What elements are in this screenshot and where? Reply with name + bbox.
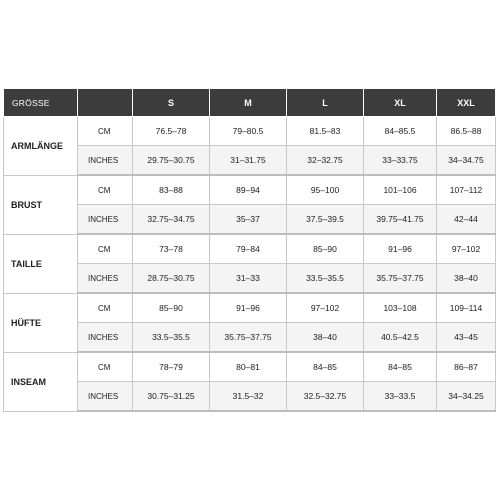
value-cell-armlaenge-inches-l: 32–32.75 (287, 146, 364, 176)
value-cell-armlaenge-inches-xl: 33–33.75 (364, 146, 437, 176)
size-header-label: GRÖSSE (4, 89, 78, 117)
table-row-huefte-cm (4, 293, 496, 323)
value-cell-inseam-inches-xl: 33–33.5 (364, 382, 437, 412)
value-cell-brust-inches-s: 32.75–34.75 (133, 205, 210, 235)
value-cell-inseam-cm-s: 78–79 (133, 352, 210, 382)
unit-header-cell (78, 89, 133, 117)
unit-label-cm: CM (78, 293, 133, 323)
value-cell-taille-inches-xl: 35.75–37.75 (364, 264, 437, 294)
value-cell-inseam-inches-s: 30.75–31.25 (133, 382, 210, 412)
table-row-taille-cm (4, 234, 496, 264)
value-cell-brust-cm-s: 83–88 (133, 175, 210, 205)
unit-label-inches: INCHES (78, 146, 133, 176)
value-cell-taille-inches-xxl: 38–40 (437, 264, 496, 294)
value-cell-huefte-cm-s: 85–90 (133, 293, 210, 323)
size-header-m: M (210, 89, 287, 117)
value-cell-brust-inches-xl: 39.75–41.75 (364, 205, 437, 235)
value-cell-armlaenge-cm-s: 76.5–78 (133, 117, 210, 146)
value-cell-taille-cm-xxl: 97–102 (437, 234, 496, 264)
value-cell-brust-inches-xxl: 42–44 (437, 205, 496, 235)
value-cell-armlaenge-cm-xxl: 86.5–88 (437, 117, 496, 146)
table-row-huefte-inches (4, 323, 496, 353)
value-cell-taille-inches-l: 33.5–35.5 (287, 264, 364, 294)
value-cell-taille-cm-l: 85–90 (287, 234, 364, 264)
value-cell-taille-inches-m: 31–33 (210, 264, 287, 294)
value-cell-huefte-cm-xxl: 109–114 (437, 293, 496, 323)
size-header-xxl: XXL (437, 89, 496, 117)
unit-label-inches: INCHES (78, 264, 133, 294)
value-cell-brust-cm-xxl: 107–112 (437, 175, 496, 205)
measure-label-brust: BRUST (4, 175, 78, 234)
unit-label-cm: CM (78, 117, 133, 146)
value-cell-inseam-inches-xxl: 34–34.25 (437, 382, 496, 412)
unit-label-inches: INCHES (78, 323, 133, 353)
size-header-s: S (133, 89, 210, 117)
header-row (4, 89, 496, 117)
size-table-body (4, 117, 496, 412)
table-row-inseam-cm (4, 352, 496, 382)
value-cell-armlaenge-inches-xxl: 34–34.75 (437, 146, 496, 176)
table-row-taille-inches (4, 264, 496, 294)
value-cell-armlaenge-cm-l: 81.5–83 (287, 117, 364, 146)
value-cell-inseam-inches-l: 32.5–32.75 (287, 382, 364, 412)
value-cell-huefte-inches-xxl: 43–45 (437, 323, 496, 353)
measure-label-huefte: HÜFTE (4, 293, 78, 352)
value-cell-brust-cm-xl: 101–106 (364, 175, 437, 205)
value-cell-inseam-cm-m: 80–81 (210, 352, 287, 382)
size-header-xl: XL (364, 89, 437, 117)
value-cell-inseam-cm-xxl: 86–87 (437, 352, 496, 382)
value-cell-huefte-cm-xl: 103–108 (364, 293, 437, 323)
table-row-inseam-inches (4, 382, 496, 412)
unit-label-cm: CM (78, 352, 133, 382)
value-cell-brust-cm-l: 95–100 (287, 175, 364, 205)
value-cell-huefte-inches-xl: 40.5–42.5 (364, 323, 437, 353)
value-cell-huefte-inches-l: 38–40 (287, 323, 364, 353)
value-cell-huefte-cm-l: 97–102 (287, 293, 364, 323)
table-row-brust-inches (4, 205, 496, 235)
unit-label-cm: CM (78, 234, 133, 264)
value-cell-brust-inches-m: 35–37 (210, 205, 287, 235)
value-cell-brust-cm-m: 89–94 (210, 175, 287, 205)
unit-label-cm: CM (78, 175, 133, 205)
table-row-armlaenge-cm (4, 117, 496, 146)
measure-label-taille: TAILLE (4, 234, 78, 293)
size-header-l: L (287, 89, 364, 117)
value-cell-huefte-inches-s: 33.5–35.5 (133, 323, 210, 353)
table-row-armlaenge-inches (4, 146, 496, 176)
value-cell-taille-cm-m: 79–84 (210, 234, 287, 264)
value-cell-taille-inches-s: 28.75–30.75 (133, 264, 210, 294)
value-cell-armlaenge-cm-m: 79–80.5 (210, 117, 287, 146)
measure-label-armlaenge: ARMLÄNGE (4, 117, 78, 176)
value-cell-huefte-cm-m: 91–96 (210, 293, 287, 323)
value-cell-taille-cm-s: 73–78 (133, 234, 210, 264)
value-cell-brust-inches-l: 37.5–39.5 (287, 205, 364, 235)
table-row-brust-cm (4, 175, 496, 205)
unit-label-inches: INCHES (78, 382, 133, 412)
value-cell-inseam-cm-l: 84–85 (287, 352, 364, 382)
value-cell-huefte-inches-m: 35.75–37.75 (210, 323, 287, 353)
value-cell-armlaenge-cm-xl: 84–85.5 (364, 117, 437, 146)
size-chart-table (3, 88, 496, 412)
unit-label-inches: INCHES (78, 205, 133, 235)
value-cell-armlaenge-inches-m: 31–31.75 (210, 146, 287, 176)
value-cell-armlaenge-inches-s: 29.75–30.75 (133, 146, 210, 176)
value-cell-inseam-cm-xl: 84–85 (364, 352, 437, 382)
value-cell-taille-cm-xl: 91–96 (364, 234, 437, 264)
value-cell-inseam-inches-m: 31.5–32 (210, 382, 287, 412)
measure-label-inseam: INSEAM (4, 352, 78, 411)
